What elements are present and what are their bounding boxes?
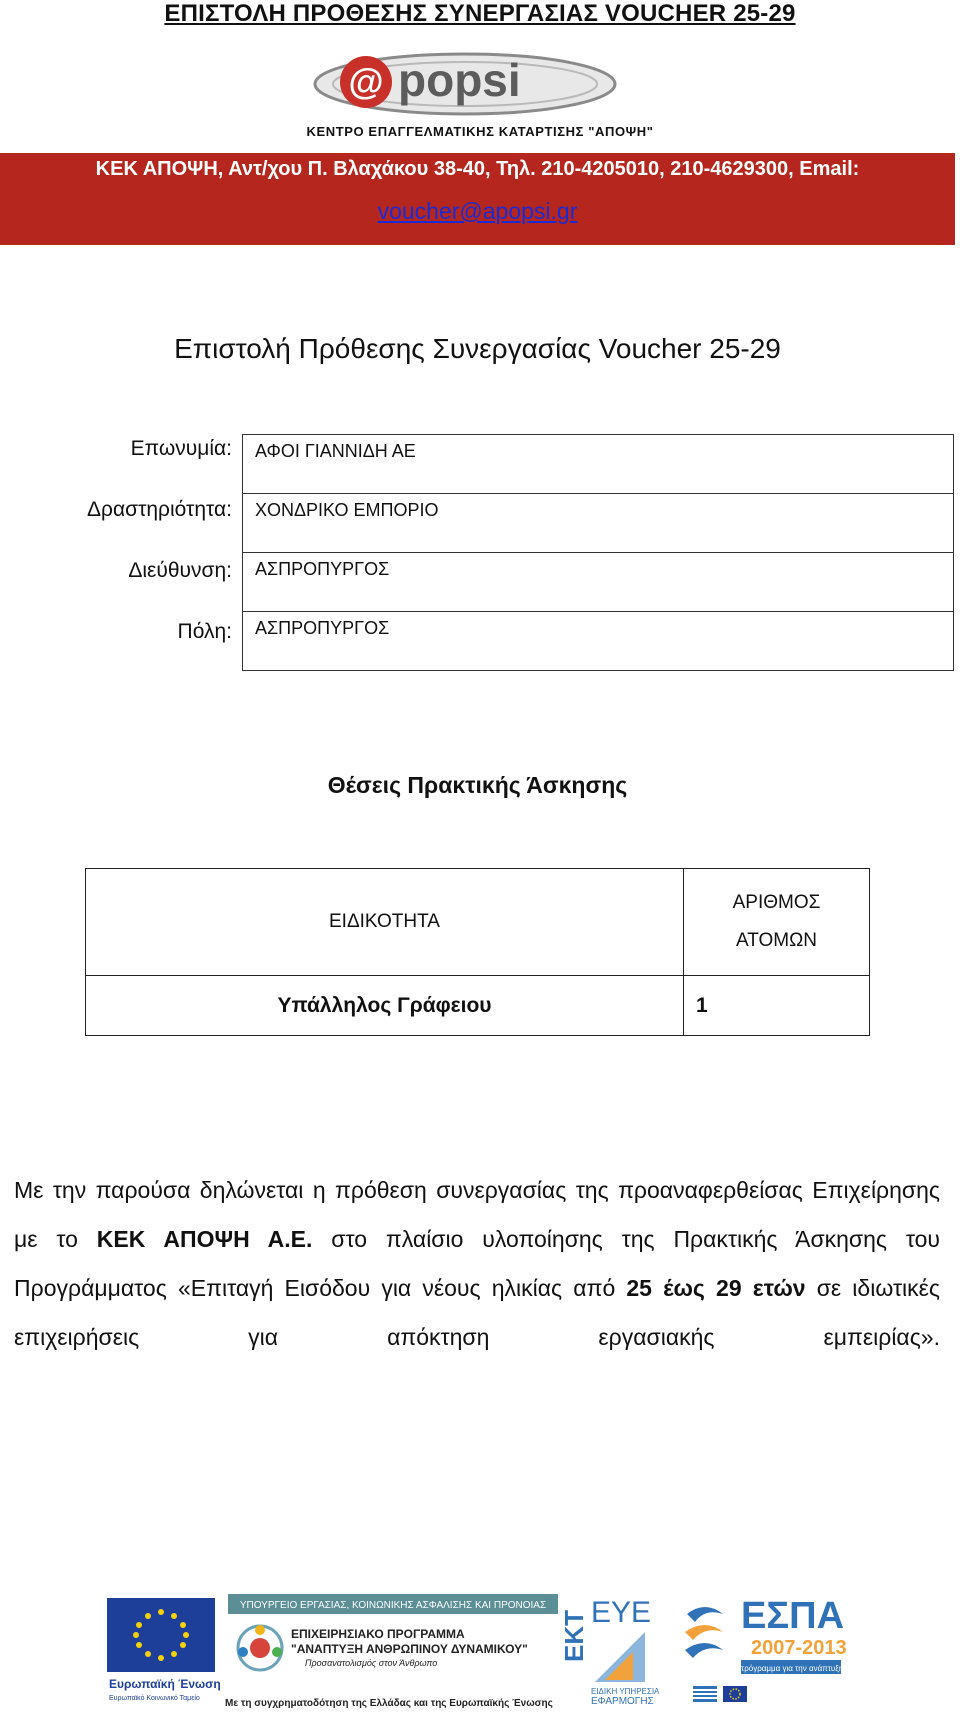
- greek-flag-icon: [693, 1686, 717, 1702]
- logo-caption: ΚΕΝΤΡΟ ΕΠΑΓΓΕΛΜΑΤΙΚΗΣ ΚΑΤΑΡΤΙΣΗΣ "ΑΠΟΨΗ": [306, 124, 654, 139]
- email-link[interactable]: voucher@apopsi.gr: [377, 198, 578, 224]
- contact-line: ΚΕΚ ΑΠΟΨΗ, Αντ/χου Π. Βλαχάκου 38-40, Τηλ. 210-4205010, 210-4629300, Email:: [95, 158, 860, 180]
- label-address: Διεύθυνση:: [128, 559, 232, 582]
- activity-value: ΧΟΝΔΡΙΚΟ ΕΜΠΟΡΙΟ: [243, 494, 954, 553]
- eye-caption-1: ΕΙΔΙΚΗ ΥΠΗΡΕΣΙΑ: [591, 1687, 660, 1696]
- paragraph-text-1: Με την παρούσα δηλώνεται η πρόθεση συνεργασίας της προαναφερθείσας Επιχείρησης με το: [14, 1177, 940, 1252]
- contact-email-row: [0, 198, 955, 225]
- espa-caption: πρόγραμμα για την ανάπτυξη: [738, 1664, 844, 1673]
- eu-caption: Ευρωπαϊκή Ένωση: [109, 1677, 221, 1691]
- eye-letters: ΕΥΕ: [591, 1596, 652, 1629]
- program-line-1: ΕΠΙΧΕΙΡΗΣΙΑΚΟ ΠΡΟΓΡΑΜΜΑ: [291, 1627, 465, 1641]
- column-header-count-line1: ΑΡΙΘΜΟΣ: [732, 892, 821, 913]
- espa-title: ΕΣΠΑ: [741, 1595, 845, 1637]
- positions-table: [85, 868, 870, 1036]
- column-header-specialty: ΕΙΔΙΚΟΤΗΤΑ: [86, 869, 684, 976]
- paragraph-text-3: σε ιδιωτικές επιχειρήσεις για απόκτηση εργασιακής εμπειρίας».: [14, 1275, 940, 1350]
- label-city: Πόλη:: [177, 620, 232, 643]
- eu-flag-icon: [107, 1598, 215, 1672]
- espa-years: 2007-2013: [751, 1637, 847, 1659]
- ekt-letters: ΕΚΤ: [559, 1610, 589, 1662]
- svg-text:@: @: [348, 61, 384, 102]
- program-line-2: "ΑΝΑΠΤΥΞΗ ΑΝΘΡΩΠΙΝΟΥ ΔΥΝΑΜΙΚΟΥ": [291, 1642, 528, 1656]
- paragraph-text-2: στο πλαίσιο υλοποίησης της Πρακτικής Άσκησης του Προγράμματος «Επιταγή Εισόδου για νέους ηλικίας από: [14, 1226, 940, 1301]
- eye-caption-2: ΕΦΑΡΜΟΓΗΣ: [591, 1696, 654, 1707]
- label-activity: Δραστηριότητα:: [87, 498, 232, 521]
- paragraph-bold-kek: ΚΕΚ ΑΠΟΨΗ Α.Ε.: [96, 1226, 313, 1252]
- positions-heading: Θέσεις Πρακτικής Άσκησης: [327, 772, 628, 798]
- letter-title: Επιστολή Πρόθεσης Συνεργασίας Voucher 25-29: [174, 333, 781, 364]
- table-row: [86, 976, 870, 1036]
- declaration-paragraph: [14, 1166, 940, 1362]
- column-header-count-line2: ΑΤΟΜΩΝ: [735, 930, 818, 951]
- svg-text:popsi: popsi: [398, 54, 521, 106]
- label-company-name: Επωνυμία:: [130, 437, 232, 460]
- column-header-count: [684, 869, 870, 976]
- company-info-table: [242, 434, 954, 671]
- cofinance-caption: Με τη συγχρηματοδότηση της Ελλάδας και της Ευρωπαϊκής Ένωσης: [225, 1698, 553, 1709]
- row-count: 1: [684, 976, 870, 1036]
- row-specialty: Υπάλληλος Γράφειου: [86, 976, 684, 1036]
- funding-logos-footer: [105, 1592, 855, 1710]
- paragraph-bold-ages: 25 έως 29 ετών: [626, 1275, 806, 1301]
- city-value: ΑΣΠΡΟΠΥΡΓΟΣ: [243, 612, 954, 671]
- eu-flag-small-icon: [723, 1686, 747, 1702]
- eu-subcaption: Ευρωπαϊκό Κοινωνικό Ταμείο: [109, 1695, 200, 1702]
- eye-arrow-icon: [595, 1632, 645, 1682]
- espa-swoosh-icon: [685, 1607, 723, 1658]
- address-value: ΑΣΠΡΟΠΥΡΓΟΣ: [243, 553, 954, 612]
- company-name-value: ΑΦΟΙ ΓΙΑΝΝΙΔΗ ΑΕ: [243, 435, 954, 494]
- program-line-3: Προσανατολισμός στον Άνθρωπο: [305, 1658, 438, 1668]
- document-top-title: ΕΠΙΣΤΟΛΗ ΠΡΟΘΕΣΗΣ ΣΥΝΕΡΓΑΣΙΑΣ VOUCHER 25-29: [164, 0, 796, 27]
- program-emblem-icon: [238, 1625, 282, 1670]
- ministry-name: ΥΠΟΥΡΓΕΙΟ ΕΡΓΑΣΙΑΣ, ΚΟΙΝΩΝΙΚΗΣ ΑΣΦΑΛΙΣΗΣ ΚΑΙ ΠΡΟΝΟΙΑΣ: [239, 1600, 547, 1611]
